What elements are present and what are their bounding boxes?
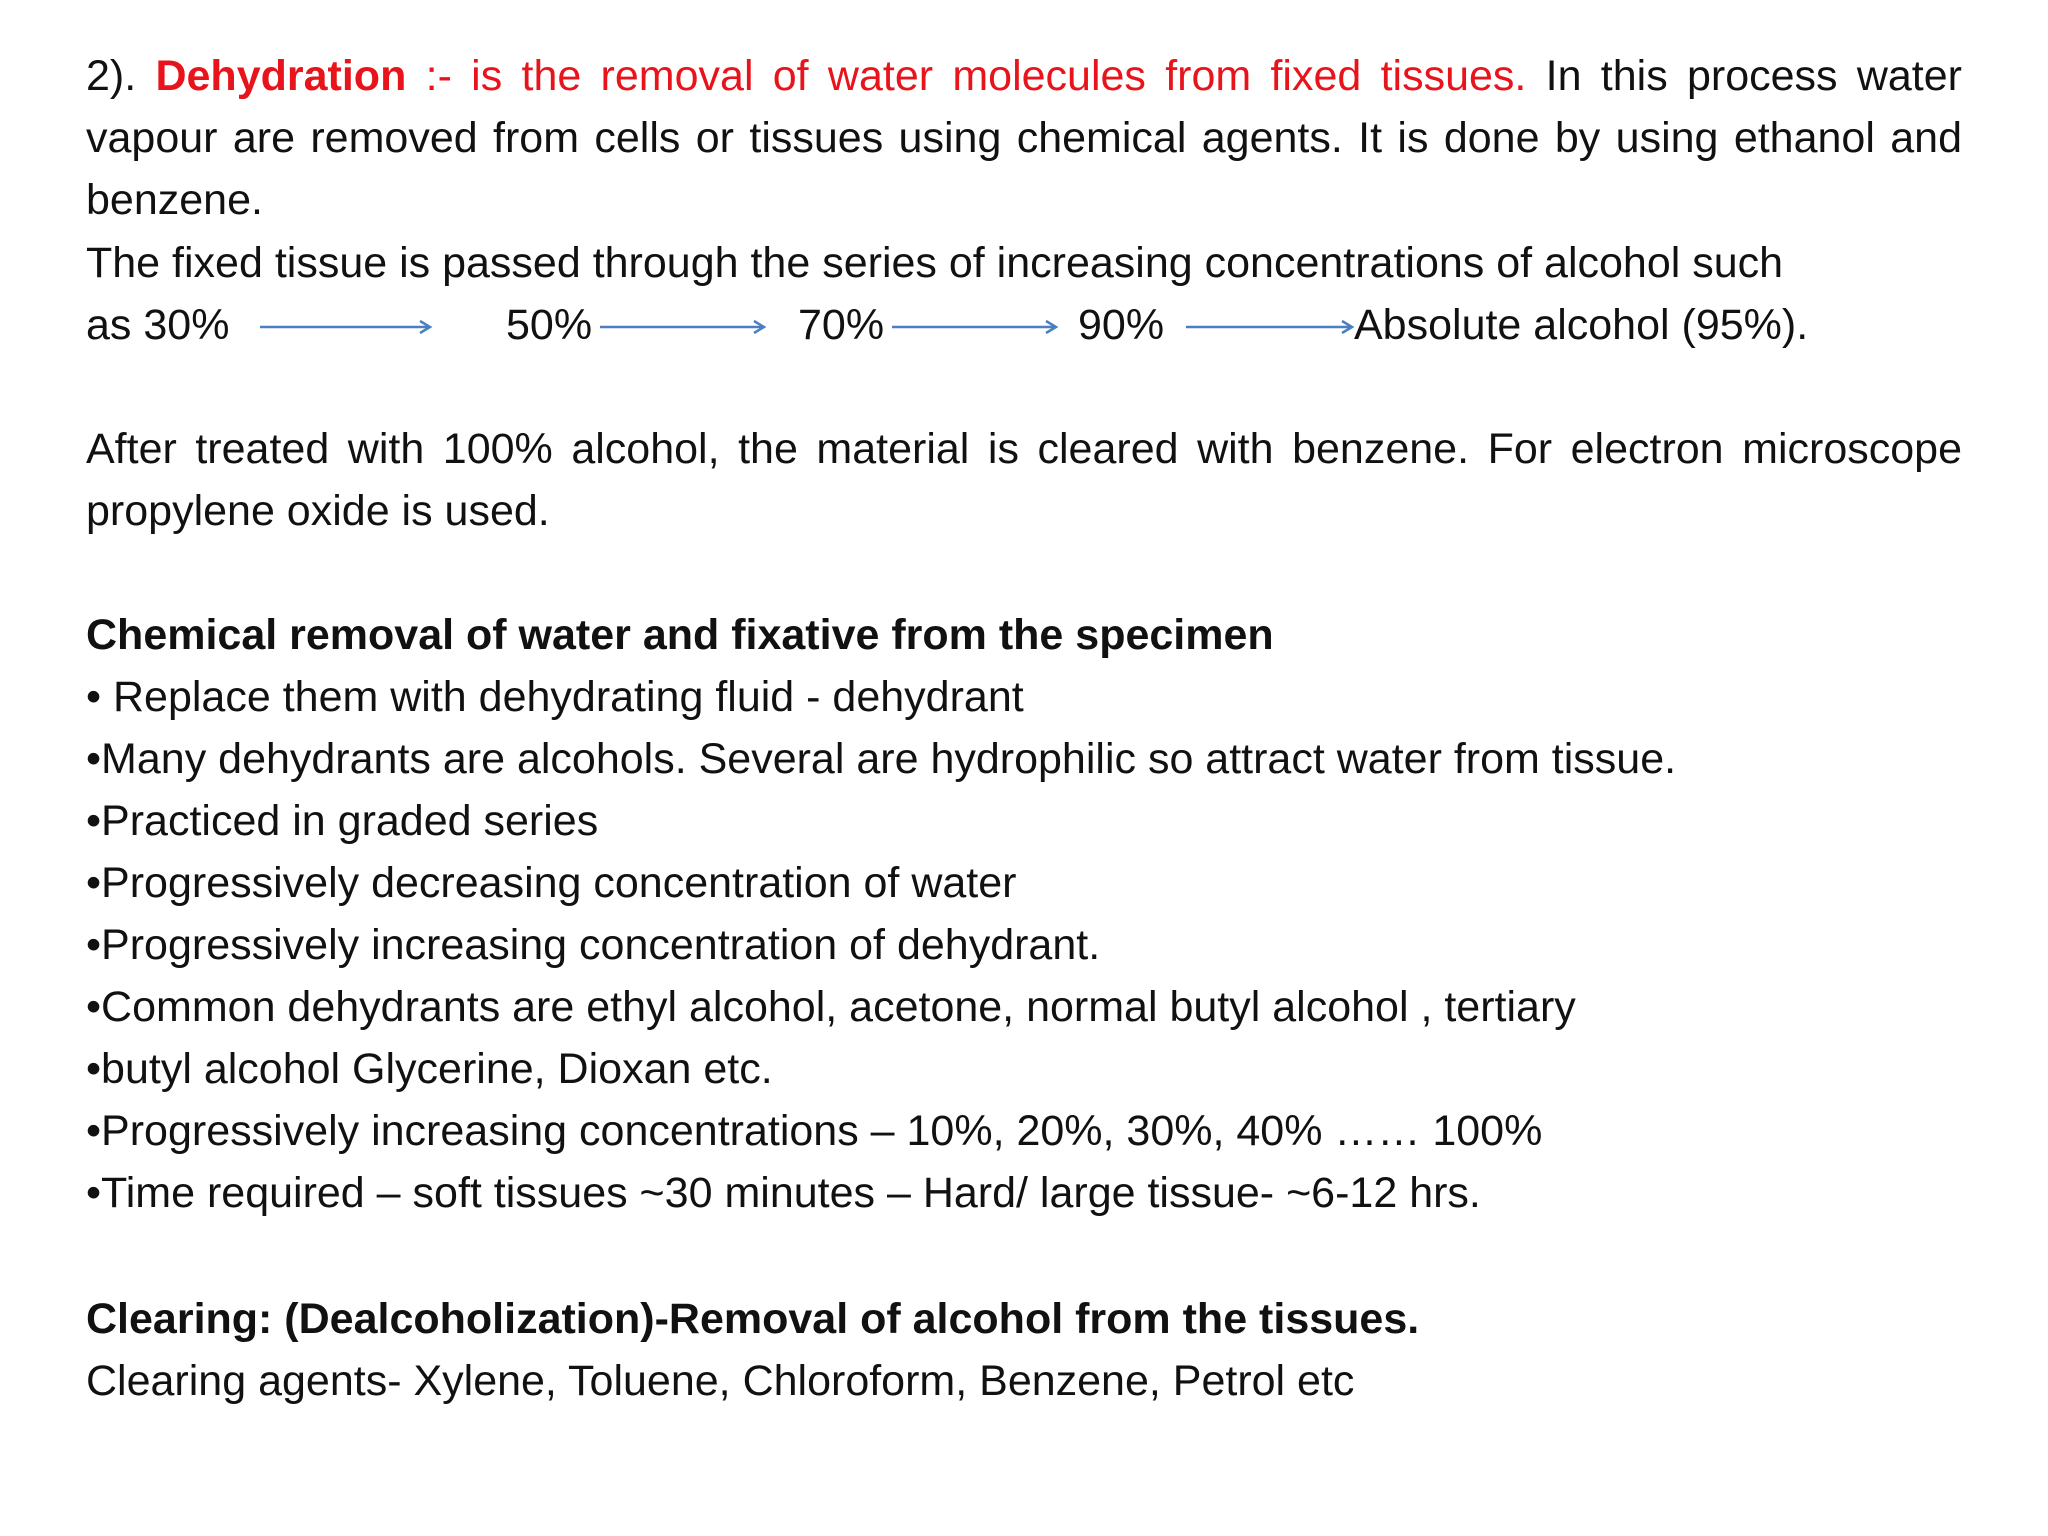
bullet-item: •Time required – soft tissues ~30 minutes – Hard/ large tissue- ~6-12 hrs. — [86, 1169, 1481, 1217]
bullet-item: •Many dehydrants are alcohols. Several are hydrophilic so attract water from tissue. — [86, 735, 1677, 783]
chemical-removal-heading: Chemical removal of water and fixative from the specimen — [86, 611, 1274, 659]
series-intro-text: The fixed tissue is passed through the series of increasing concentrations of alcohol such — [86, 239, 1784, 287]
clearing-section — [86, 1288, 1962, 1412]
series-step-30: as 30% — [86, 301, 230, 349]
benzene-paragraph-text: After treated with 100% alcohol, the material is cleared with benzene. For electron microscope propylene oxide is used. — [86, 425, 1962, 535]
clearing-agents: Clearing agents- Xylene, Toluene, Chloroform, Benzene, Petrol etc — [86, 1357, 1355, 1405]
bullet-item: •butyl alcohol Glycerine, Dioxan etc. — [86, 1045, 773, 1093]
benzene-paragraph — [86, 418, 1962, 542]
arrow-right-icon — [1186, 320, 1356, 334]
arrow-right-icon — [600, 320, 768, 334]
dehydration-term: Dehydration — [155, 52, 407, 100]
bullet-item: •Progressively increasing concentrations – 10%, 20%, 30%, 40% …… 100% — [86, 1107, 1543, 1155]
bullet-item: •Progressively decreasing concentration of water — [86, 859, 1017, 907]
clearing-heading: Clearing: (Dealcoholization)-Removal of alcohol from the tissues. — [86, 1295, 1420, 1343]
bullet-item: •Progressively increasing concentration of dehydrant. — [86, 921, 1101, 969]
dehydration-definition: :- is the removal of water molecules from fixed tissues. — [425, 52, 1527, 100]
arrow-right-icon — [260, 320, 434, 334]
series-step-90: 90% — [1078, 301, 1165, 349]
series-step-70: 70% — [798, 301, 885, 349]
series-step-50: 50% — [506, 301, 593, 349]
bullet-item: •Common dehydrants are ethyl alcohol, acetone, normal butyl alcohol , tertiary — [86, 983, 1576, 1031]
section-number: 2). — [86, 52, 137, 100]
dehydration-description: In this process water vapour are removed from cells or tissues using chemical agents. It is done by using ethanol and benzene. — [86, 52, 1962, 224]
dehydration-paragraph — [86, 45, 1962, 231]
chemical-removal-section — [86, 604, 1962, 1224]
bullet-item: • Replace them with dehydrating fluid - dehydrant — [86, 673, 1024, 721]
series-final: Absolute alcohol (95%). — [1354, 301, 1809, 349]
arrow-right-icon — [892, 320, 1060, 334]
series-intro — [86, 232, 1962, 294]
alcohol-series-row — [86, 294, 1962, 356]
bullet-item: •Practiced in graded series — [86, 797, 599, 845]
